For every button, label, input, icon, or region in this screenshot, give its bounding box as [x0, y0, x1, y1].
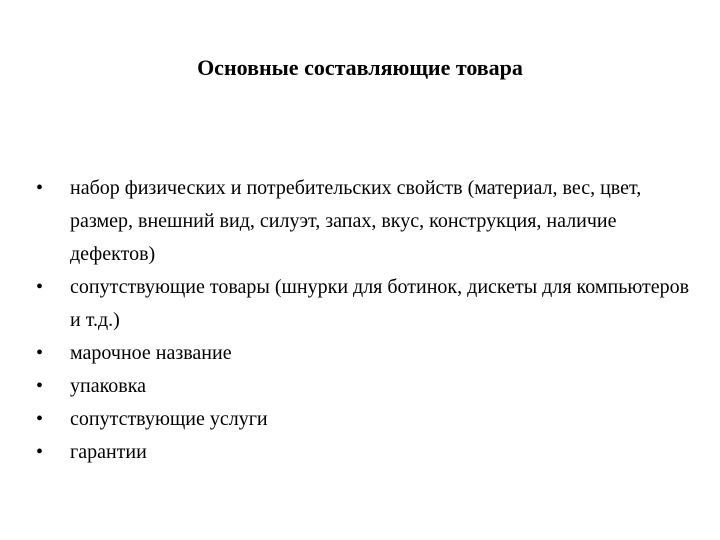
- list-item: [36, 403, 696, 436]
- bullet-icon: •: [36, 441, 44, 463]
- slide-title: Основные составляющие товара: [197, 55, 523, 80]
- list-item: [36, 436, 696, 469]
- list-item: [36, 337, 696, 370]
- list-item-text: марочное название: [70, 342, 232, 364]
- list-item: [36, 271, 696, 337]
- list-item-text: сопутствующие услуги: [70, 408, 268, 430]
- bullet-icon: •: [36, 408, 44, 430]
- list-item-text: гарантии: [70, 441, 147, 463]
- list-item: [36, 172, 696, 271]
- bullet-icon: •: [36, 276, 44, 298]
- list-item-text: набор физических и потребительских свойств (материал, вес, цвет, размер, внешний вид, силуэт, запах, вкус, конструкция, наличие дефектов): [70, 177, 642, 265]
- list-item: [36, 370, 696, 403]
- bullet-icon: •: [36, 342, 44, 364]
- list-item-text: сопутствующие товары (шнурки для ботинок, дискеты для компьютеров и т.д.): [70, 276, 690, 331]
- list-item-text: упаковка: [70, 375, 147, 397]
- bullet-list: [36, 172, 696, 469]
- bullet-icon: •: [36, 375, 44, 397]
- bullet-icon: •: [36, 177, 44, 199]
